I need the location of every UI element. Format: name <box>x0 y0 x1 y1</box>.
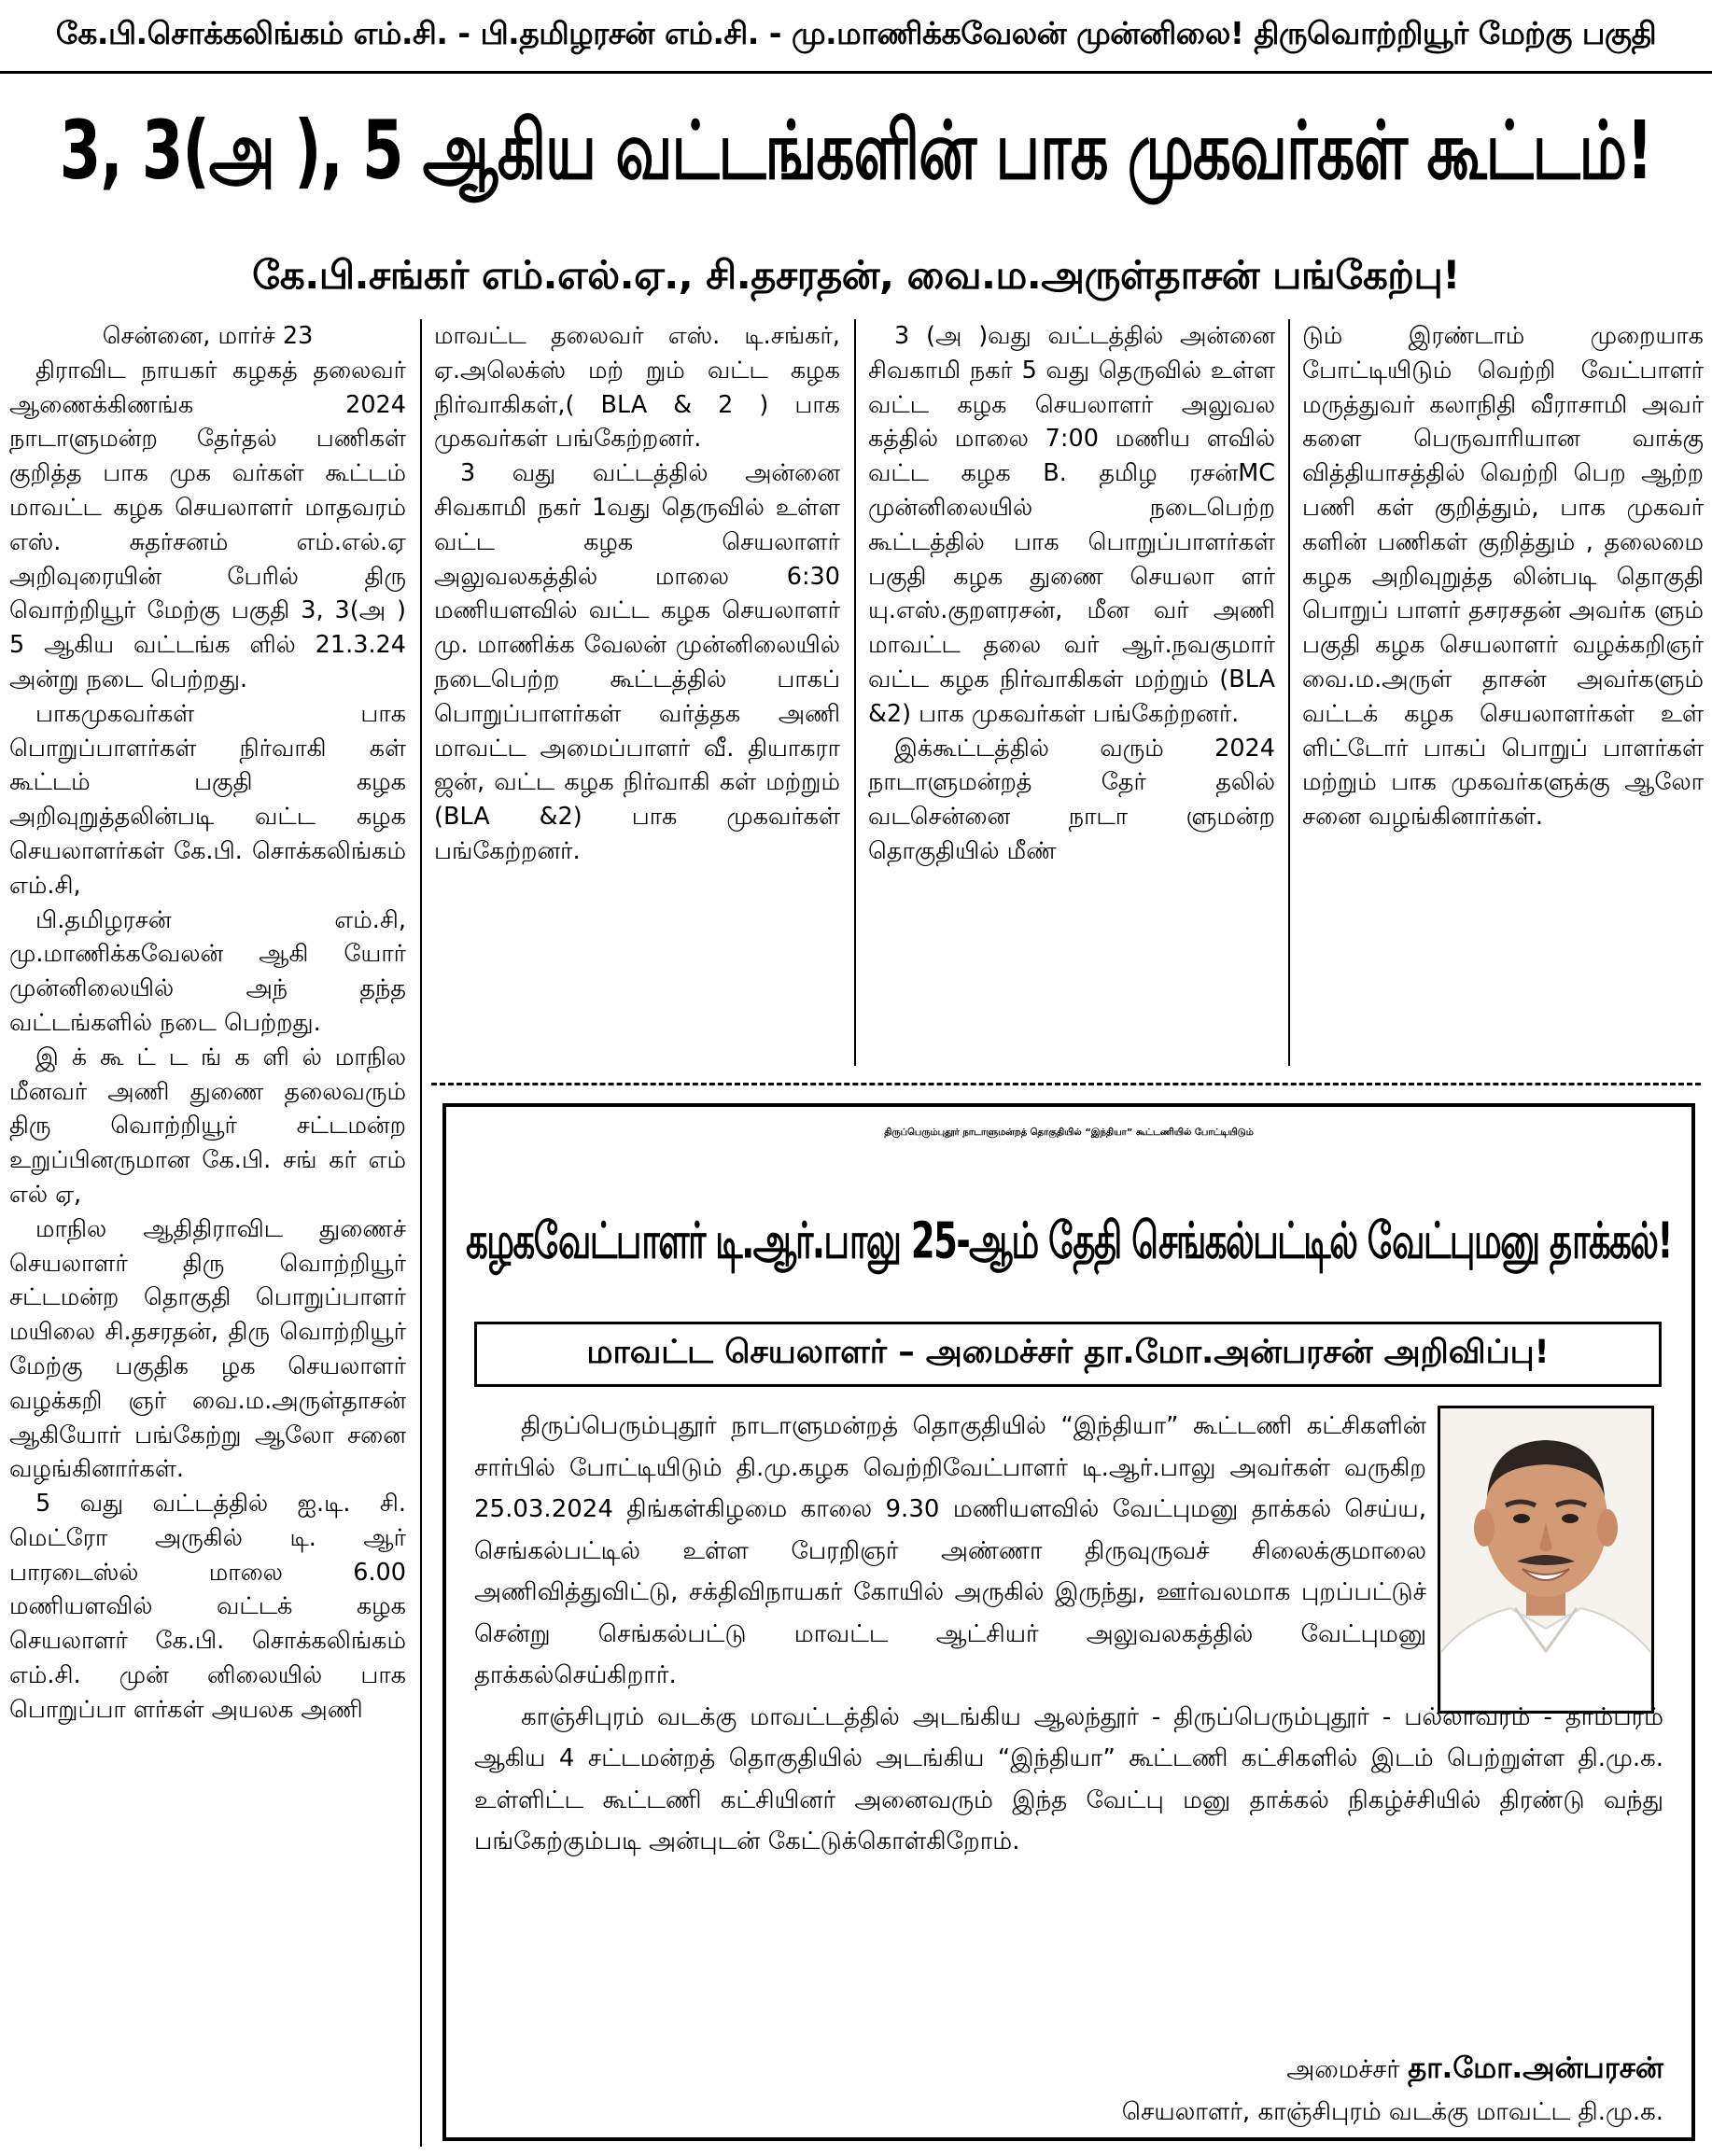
announcement-banner <box>456 1193 1682 1295</box>
paragraph: 3 வது வட்டத்தில் அன்னை சிவகாமி நகர் 1வது தெருவில் உள்ள வட்ட கழக செயலாளர் அலுவலகத்தில் மாலை 6:30 மணியளவில் வட்ட கழக செயலாளர் மு. மாணிக்க வேலன் முன்னிலையில் நடைபெற்ற கூட்டத்தில் பாகப் பொறுப்பாளர்கள் வர்த்தக அணி மாவட்ட அமைப்பாளர் வீ. தியாகரா ஜன், வட்ட கழக நிர்வாகி கள் மற்றும் (BLA &2) பாக முகவர்கள் பங்கேற்றனர். <box>434 459 840 865</box>
paragraph: பி.தமிழரசன் எம்.சி, மு.மாணிக்கவேலன் ஆகி யோர் முன்னிலையில் அந் தந்த வட்டங்களில் நடை பெற்றது. <box>9 905 406 1037</box>
article-column-1 <box>9 319 406 2147</box>
paragraph: 3 (அ )வது வட்டத்தில் அன்னை சிவகாமி நகர் 5 வது தெருவில் உள்ள வட்ட கழக செயலாளர் அலுவல கத்தில் மாலை 7:00 மணிய ளவில் வட்ட கழக B. தமிழ ரசன்MC முன்னிலையில் நடைபெற்ற கூட்டத்தில் பாக பொறுப்பாளர்கள் பகுதி கழக துணை செயலா ளர் யு.எஸ்.குறளரசன், மீன வர் அணி மாவட்ட தலை வர் ஆர்.நவகுமார் வட்ட கழக நிர்வாகிகள் மற்றும் (BLA &2) பாக முகவர்கள் பங்கேற்றனர். <box>868 322 1275 728</box>
top-band-text: கே.பி.சொக்கலிங்கம் எம்.சி. - பி.தமிழரசன் எம்.சி. - மு.மாணிக்கவேலன் முன்னிலை! திருவொற்றியூர் மேற்கு பகுதி <box>55 15 1657 51</box>
paragraph: மாநில ஆதிதிராவிட துணைச் செயலாளர் திரு வொற்றியூர் சட்டமன்ற தொகுதி பொறுப்பாளர் மயிலை சி.தசரதன், திரு வொற்றியூர் மேற்கு பகுதிக ழக செயலாளர் வழக்கறி ஞர் வை.ம.அருள்தாசன் ஆகியோர் பங்கேற்று ஆலோ சனை வழங்கினார்கள். <box>9 1214 406 1484</box>
paragraph: டும் இரண்டாம் முறையாக போட்டியிடும் வெற்றி வேட்பாளர் மருத்துவர் கலாநிதி வீராசாமி அவர் களை பெருவாரியான வாக்கு வித்தியாசத்தில் வெற்றி பெற ஆற்ற பணி கள் குறித்தும், பாக முகவர் களின் பணிகள் குறித்தும் , தலைமை கழக அறிவுறுத்த லின்படி தொகுதி பொறுப் பாளர் தசரசதன் அவர்க ளும் பகுதி கழக செயலாளர் வழக்கறிஞர் வை.ம.அருள் தாசன் அவர்களும் வட்டக் கழக செயலாளர்கள் உள் ளிட்டோர் பாகப் பொறுப் பாளர்கள் மற்றும் பாக முகவர்களுக்கு ஆலோ சனை வழங்கினார்கள். <box>1302 322 1704 832</box>
announcement-body <box>474 1406 1663 1863</box>
dateline: சென்னை, மார்ச் 23 <box>102 322 314 350</box>
paragraph: இ க் கூ ட் ட ங் க ளி ல் மாநில மீனவர் அணி துணை தலைவரும் திரு வொற்றியூர் சட்டமன்ற உறுப்பினருமான கே.பி. சங் கர் எம் எல் ஏ, <box>9 1043 406 1209</box>
paragraph: பாகமுகவர்கள் பாக பொறுப்பாளர்கள் நிர்வாகி கள் கூட்டம் பகுதி கழக அறிவுறுத்தலின்படி வட்ட கழக செயலாளர்கள் கே.பி. சொக்கலிங்கம் எம்.சி, <box>9 699 406 900</box>
announcement-paragraph: காஞ்சிபுரம் வடக்கு மாவட்டத்தில் அடங்கிய ஆலந்தூர் - திருப்பெரும்புதூர் - பல்லாவரம் - தாம்பரம் ஆகிய 4 சட்டமன்றத் தொகுதியில் அடங்கிய “இந்தியா” கூட்டணி கட்சிகளில் இடம் பெற்றுள்ள தி.மு.க. உள்ளிட்ட கூட்டணி கட்சியினர் அனைவரும் இந்த வேட்பு மனு தாக்கல் நிகழ்ச்சியில் திரண்டு வந்து பங்கேற்கும்படி அன்புடன் கேட்டுக்கொள்கிறோம். <box>474 1702 1663 1855</box>
announcement-box <box>442 1103 1695 2141</box>
paragraph: மாவட்ட தலைவர் எஸ். டி.சங்கர், ஏ.அலெக்ஸ் மற் றும் வட்ட கழக நிர்வாகிகள்,( BLA & 2 ) பாக முகவர்கள் பங்கேற்றனர். <box>434 322 840 454</box>
announcement-subtitle-text: மாவட்ட செயலாளர் – அமைச்சர் தா.மோ.அன்பரசன் அறிவிப்பு! <box>586 1334 1550 1371</box>
signatory-name: தா.மோ.அன்பரசன் <box>1408 2051 1663 2085</box>
signatory-role: செயலாளர், காஞ்சிபுரம் வடக்கு மாவட்ட தி.மு.க. <box>1121 2098 1663 2126</box>
article-column-2 <box>434 319 840 1066</box>
announcement-banner-text: கழகவேட்பாளர் டி.ஆர்.பாலு 25-ஆம் தேதி செங்கல்பட்டில் வேட்புமனு தாக்கல்! <box>466 1211 1672 1270</box>
article-column-4 <box>1302 319 1704 1066</box>
paragraph: திராவிட நாயகர் கழகத் தலைவர் ஆணைக்கிணங்க 2024 நாடாளுமன்ற தேர்தல் பணிகள் குறித்த பாக முக வர்கள் கூட்டம் மாவட்ட கழக செயலாளர் மாதவரம் எஸ். சுதர்சனம் எம்.எல்.ஏ அறிவுரையின் பேரில் திரு வொற்றியூர் மேற்கு பகுதி 3, 3(அ ) 5 ஆகிய வட்டங்க ளில் 21.3.24 அன்று நடை பெற்றது. <box>9 356 406 693</box>
headline <box>9 82 1703 231</box>
announcement-subtitle <box>474 1322 1662 1387</box>
article-column-3 <box>868 319 1275 1066</box>
paragraph: 5 வது வட்டத்தில் ஐ.டி. சி. மெட்ரோ அருகில் டி. ஆர் பாரடைஸ்ல் மாலை 6.00 மணியளவில் வட்டக் கழக செயலாளர் கே.பி. சொக்கலிங்கம் எம்.சி. முன் னிலையில் பாக பொறுப்பா ளர்கள் அயலக அணி <box>9 1490 406 1724</box>
headline-text: 3, 3(அ ), 5 ஆகிய வட்டங்களின் பாக முகவர்கள் கூட்டம்! <box>59 105 1653 199</box>
subheadline <box>9 238 1703 317</box>
column-divider <box>854 319 856 1066</box>
top-band <box>0 0 1712 74</box>
paragraph: இக்கூட்டத்தில் வரும் 2024 நாடாளுமன்றத் தேர் தலில் வடசென்னை நாடா ளுமன்ற தொகுதியில் மீண் <box>868 734 1275 865</box>
announcement-kicker: திருப்பெரும்புதூர் நாடாளுமன்றத் தொகுதியில் “இந்தியா” கூட்டணியில் போட்டியிடும் <box>884 1127 1254 1138</box>
column-divider <box>420 319 422 2147</box>
subheadline-text: கே.பி.சங்கர் எம்.எல்.ஏ., சி.தசரதன், வை.ம.அருள்தாசன் பங்கேற்பு! <box>252 252 1460 298</box>
announcement-paragraph: திருப்பெரும்புதூர் நாடாளுமன்றத் தொகுதியில் “இந்தியா” கூட்டணி கட்சிகளின் சார்பில் போட்டியிடும் தி.மு.கழக வெற்றிவேட்பாளர் டி.ஆர்.பாலு அவர்கள் வருகிற 25.03.2024 திங்கள்கிழமை காலை 9.30 மணியளவில் வேட்புமனு தாக்கல் செய்ய, செங்கல்பட்டில் உள்ள பேரறிஞர் அண்ணா திருவுருவச் சிலைக்குமாலை அணிவித்துவிட்டு, சக்திவிநாயகர் கோயில் அருகில் இருந்து, ஊர்வலமாக புறப்பட்டுச் சென்று செங்கல்பட்டு மாவட்ட ஆட்சியர் அலுவலகத்தில் வேட்புமனு தாக்கல்செய்கிறார். <box>474 1412 1426 1689</box>
column-divider <box>1288 319 1290 1066</box>
signature-line <box>1286 2051 1663 2089</box>
signatory-title: அமைச்சர் <box>1286 2055 1400 2084</box>
